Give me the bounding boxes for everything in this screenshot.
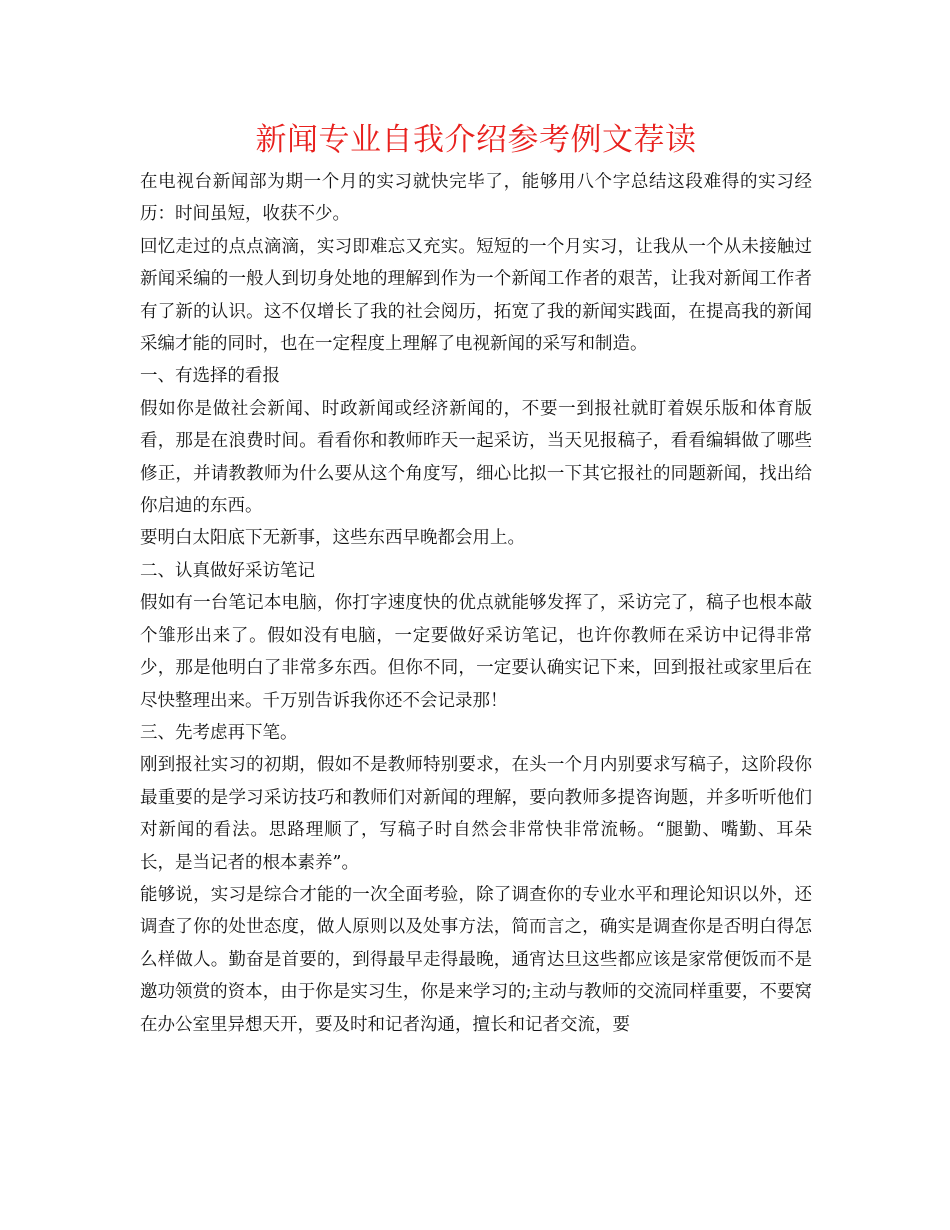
paragraph-intro: 在电视台新闻部为期一个月的实习就快完毕了，能够用八个字总结这段难得的实习经历：时间虽短，收获不少。 — [140, 172, 812, 225]
paragraph-section-1-note: 要明白太阳底下无新事，这些东西早晚都会用上。 — [140, 528, 525, 549]
section-heading-3: 三、先考虑再下笔。 — [140, 722, 298, 743]
document-body — [140, 166, 812, 1041]
section-heading-1: 一、有选择的看报 — [140, 366, 280, 387]
paragraph-conclusion: 能够说，实习是综合才能的一次全面考验，除了调查你的专业水平和理论知识以外，还调查了你的处世态度，做人原则以及处事方法，简而言之，确实是调查你是否明白得怎么样做人。勤奋是首要的，到得最早走得最晚，通宵达旦这些都应该是家常便饭而不是邀功领赏的资本，由于你是实习生，你是来学习的;主动与教师的交流同样重要，不要窝在办公室里异想天开，要及时和记者沟通，擅长和记者交流，要 — [140, 884, 812, 1035]
document-title: 新闻专业自我介绍参考例文荐读 — [255, 122, 697, 158]
paragraph-section-1: 假如你是做社会新闻、时政新闻或经济新闻的，不要一到报社就盯着娱乐版和体育版看，那是在浪费时间。看看你和教师昨天一起采访，当天见报稿子，看看编辑做了哪些修正，并请教教师为什么要从这个角度写，细心比拟一下其它报社的同题新闻，找出给你启迪的东西。 — [140, 398, 812, 517]
paragraph-section-2: 假如有一台笔记本电脑，你打字速度快的优点就能够发挥了，采访完了，稿子也根本敲个雏形出来了。假如没有电脑，一定要做好采访笔记，也许你教师在采访中记得非常少，那是他明白了非常多东西。但你不同，一定要认确实记下来，回到报社或家里后在尽快整理出来。千万别告诉我你还不会记录那！ — [140, 593, 812, 711]
paragraph-recollection: 回忆走过的点点滴滴，实习即难忘又充实。短短的一个月实习，让我从一个从未接触过新闻采编的一般人到切身处地的理解到作为一个新闻工作者的艰苦，让我对新闻工作者有了新的认识。这不仅增长了我的社会阅历，拓宽了我的新闻实践面，在提高我的新闻采编才能的同时，也在一定程度上理解了电视新闻的采写和制造。 — [140, 236, 812, 355]
section-heading-2: 二、认真做好采访笔记 — [140, 560, 315, 581]
paragraph-section-3: 刚到报社实习的初期，假如不是教师特别要求，在头一个月内别要求写稿子，这阶段你最重要的是学习采访技巧和教师们对新闻的理解，要向教师多提咨询题，并多听听他们对新闻的看法。思路理顺了，写稿子时自然会非常快非常流畅。“腿勤、嘴勤、耳朵长，是当记者的根本素养”。 — [140, 755, 812, 873]
document-page — [140, 118, 812, 1041]
